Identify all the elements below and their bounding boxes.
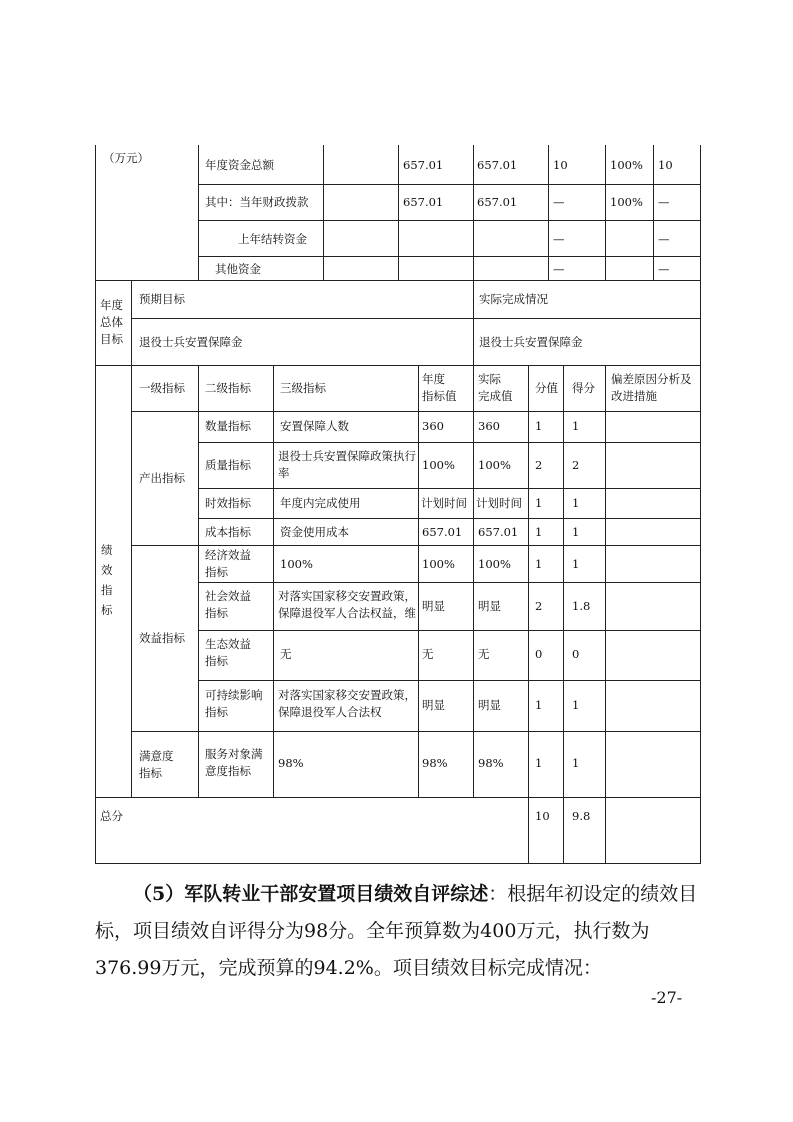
row-line	[198, 220, 701, 221]
row-score: 0	[572, 647, 580, 661]
perf-label: 绩 效 指 标	[101, 543, 113, 617]
row-line	[95, 797, 701, 798]
summary-body: ：根据年初设定的绩效目标，项目绩效自评得分为98分。全年预算数为400万元，执行数为376.99万元，完成预算的94.2%。项目绩效目标完成情况：	[95, 883, 698, 979]
header-l1: 一级指标	[139, 381, 185, 395]
funds-row-score: —	[658, 232, 670, 246]
row-score: 1	[572, 525, 580, 539]
row-l2: 质量指标	[205, 458, 251, 472]
row-target: 明显	[422, 599, 445, 613]
funds-unit-label: （万元）	[103, 151, 149, 165]
row-l3: 无	[280, 647, 292, 661]
row-l2: 成本指标	[205, 525, 251, 539]
funds-row-score-value: 10	[553, 158, 568, 172]
row-line	[198, 256, 701, 257]
row-l3: 98%	[278, 756, 304, 770]
row-l3: 对落实国家移交安置政策， 保障退役军人合法权	[278, 688, 416, 719]
group-output: 产出指标	[139, 471, 185, 485]
col-line	[700, 145, 701, 864]
header-score: 得分	[572, 381, 595, 395]
col-line	[95, 145, 96, 864]
total-score: 9.8	[572, 809, 591, 823]
col-line	[198, 145, 199, 280]
funds-row-rate: 100%	[610, 195, 643, 209]
row-weight: 2	[535, 599, 543, 613]
row-score: 1.8	[572, 599, 591, 613]
row-target: 98%	[422, 756, 448, 770]
row-weight: 2	[535, 458, 543, 472]
funds-row-name: 其中：当年财政拨款	[205, 195, 309, 209]
summary-paragraph	[95, 876, 700, 987]
funds-row-actual: 657.01	[477, 158, 518, 172]
funds-row-score-value: —	[553, 262, 565, 276]
actual-status-text: 退役士兵安置保障金	[479, 335, 583, 349]
row-actual: 明显	[478, 599, 501, 613]
funds-row-score: —	[658, 262, 670, 276]
col-line	[473, 145, 474, 280]
col-line	[131, 365, 132, 797]
row-target: 100%	[422, 557, 455, 571]
group-satisfaction: 满意度 指标	[139, 749, 174, 780]
header-l2: 二级指标	[205, 381, 251, 395]
row-weight: 1	[535, 419, 543, 433]
row-score: 1	[572, 419, 580, 433]
col-line	[473, 365, 474, 797]
row-target: 明显	[422, 698, 445, 712]
header-target: 年度 指标值	[422, 372, 457, 403]
row-l2: 社会效益 指标	[205, 589, 251, 620]
row-target: 计划时间	[421, 496, 467, 510]
annual-goal-label: 年度 总体 目标	[100, 298, 123, 346]
row-target: 360	[422, 419, 444, 433]
row-line	[131, 411, 701, 412]
col-line	[605, 145, 606, 280]
row-line	[131, 318, 701, 319]
row-actual: 计划时间	[476, 496, 522, 510]
row-l2: 服务对象满 意度指标	[205, 747, 263, 778]
row-l2: 生态效益 指标	[205, 637, 251, 668]
row-l3: 安置保障人数	[280, 419, 349, 433]
header-weight: 分值	[535, 381, 558, 395]
col-line	[653, 145, 654, 280]
funds-row-score-value: —	[553, 195, 565, 209]
funds-row-plan: 657.01	[403, 158, 444, 172]
header-l3: 三级指标	[280, 381, 326, 395]
total-label: 总分	[100, 809, 123, 823]
summary-heading: （5）军队转业干部安置项目绩效自评综述	[133, 883, 489, 905]
funds-row-rate: 100%	[610, 158, 643, 172]
row-actual: 360	[478, 419, 500, 433]
expected-goal-header: 预期目标	[139, 292, 185, 306]
row-target: 无	[422, 647, 434, 661]
page-number: -27-	[651, 988, 683, 1007]
row-actual: 100%	[478, 458, 511, 472]
col-line	[528, 365, 529, 864]
row-l3: 资金使用成本	[280, 525, 349, 539]
row-weight: 1	[535, 756, 543, 770]
funds-row-score: 10	[658, 158, 673, 172]
col-line	[418, 365, 419, 797]
row-l3: 100%	[280, 557, 313, 571]
row-actual: 无	[478, 647, 490, 661]
col-line	[131, 280, 132, 365]
row-line	[95, 863, 701, 864]
row-score: 1	[572, 756, 580, 770]
row-actual: 100%	[478, 557, 511, 571]
row-l2: 可持续影响 指标	[205, 688, 263, 719]
row-weight: 1	[535, 557, 543, 571]
col-line	[398, 145, 399, 280]
row-weight: 0	[535, 647, 543, 661]
col-line	[323, 145, 324, 280]
performance-table	[95, 0, 701, 864]
row-line	[198, 184, 701, 185]
row-score: 1	[572, 698, 580, 712]
row-actual: 明显	[478, 698, 501, 712]
row-l2: 经济效益 指标	[205, 548, 251, 579]
row-score: 1	[572, 496, 580, 510]
funds-row-plan: 657.01	[403, 195, 444, 209]
funds-row-score: —	[658, 195, 670, 209]
row-line	[131, 731, 701, 732]
group-benefit: 效益指标	[139, 631, 185, 645]
row-target: 100%	[422, 458, 455, 472]
col-line	[198, 365, 199, 797]
funds-row-actual: 657.01	[477, 195, 518, 209]
col-line	[548, 145, 549, 280]
row-actual: 657.01	[478, 525, 519, 539]
row-weight: 1	[535, 698, 543, 712]
funds-row-name: 上年结转资金	[238, 232, 307, 246]
total-weight: 10	[535, 809, 550, 823]
row-l3: 退役士兵安置保障政策执行率	[278, 449, 416, 480]
row-l3: 年度内完成使用	[280, 496, 361, 510]
col-line	[473, 280, 474, 365]
row-line	[95, 280, 701, 281]
row-line	[131, 545, 701, 546]
row-score: 2	[572, 458, 580, 472]
row-target: 657.01	[422, 525, 463, 539]
funds-row-score-value: —	[553, 232, 565, 246]
header-actual: 实际 完成值	[478, 372, 513, 403]
expected-goal-text: 退役士兵安置保障金	[139, 335, 243, 349]
funds-row-name: 其他资金	[215, 262, 261, 276]
row-line	[95, 365, 701, 366]
row-weight: 1	[535, 525, 543, 539]
row-l2: 时效指标	[205, 496, 251, 510]
funds-row-name: 年度资金总额	[205, 158, 274, 172]
col-line	[605, 365, 606, 864]
col-line	[563, 365, 564, 864]
header-reason: 偏差原因分析及改进措施	[611, 372, 692, 403]
row-score: 1	[572, 557, 580, 571]
col-line	[273, 365, 274, 797]
row-actual: 98%	[478, 756, 504, 770]
actual-status-header: 实际完成情况	[479, 292, 548, 306]
row-l2: 数量指标	[205, 419, 251, 433]
row-weight: 1	[535, 496, 543, 510]
row-l3: 对落实国家移交安置政策， 保障退役军人合法权益，维	[278, 589, 416, 620]
